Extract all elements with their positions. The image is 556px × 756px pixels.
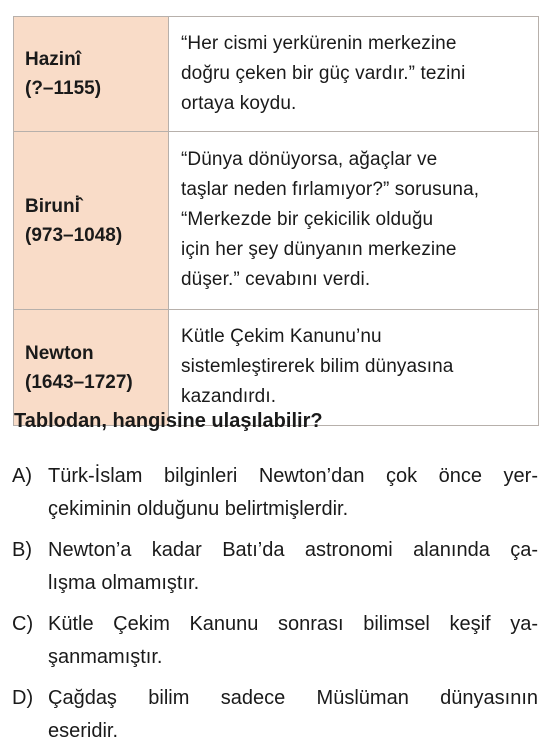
contribution-line: ortaya koydu. — [181, 92, 297, 114]
table-row — [14, 17, 539, 132]
option-text-line: Newton’a kadar Batı’da astronomi alanında ça- — [48, 539, 538, 561]
scholar-years: (973–1048) — [25, 224, 123, 246]
table-row — [14, 132, 539, 310]
option-text-line: çekiminin olduğunu belirtmişlerdir. — [48, 498, 349, 520]
contribution-line: “Dünya dönüyorsa, ağaçlar ve — [181, 149, 438, 170]
option-letter: B) — [12, 539, 32, 561]
option-text-line: şanmamıştır. — [48, 646, 163, 668]
scholar-years: (1643–1727) — [25, 371, 133, 393]
contribution-line: düşer.” cevabını verdi. — [181, 269, 371, 290]
scholar-name: Newton — [25, 342, 94, 364]
scholar-contribution-cell — [169, 17, 539, 132]
answer-option-d[interactable] — [12, 682, 538, 748]
contribution-line: “Merkezde bir çekicilik olduğu — [181, 209, 434, 230]
contribution-line: doğru çeken bir güç vardır.” tezini — [181, 62, 466, 84]
scholar-years: (?–1155) — [25, 78, 102, 99]
scholar-name: Biruni̇̂ — [25, 195, 80, 217]
scholar-name-cell — [14, 132, 169, 310]
option-text-line: Kütle Çekim Kanunu sonrası bilimsel keşif ya- — [48, 613, 538, 635]
scholar-contribution-cell — [169, 132, 539, 310]
question-text: Tablodan, hangisine ulaşılabilir? — [14, 410, 323, 432]
answer-options — [12, 460, 538, 756]
option-text-line: Türk-İslam bilginleri Newton’dan çok önce yer- — [48, 465, 538, 487]
scholar-name: Hazinî — [25, 49, 81, 70]
option-text-line: lışma olmamıştır. — [48, 572, 200, 594]
contribution-line: Kütle Çekim Kanunu’nu — [181, 326, 382, 347]
scholars-table — [13, 16, 539, 426]
contribution-line: için her şey dünyanın merkezine — [181, 239, 457, 260]
option-letter: A) — [12, 465, 32, 487]
answer-option-a[interactable] — [12, 460, 538, 526]
option-letter: C) — [12, 613, 34, 635]
option-letter: D) — [12, 687, 34, 709]
answer-option-c[interactable] — [12, 608, 538, 674]
option-text-line: eseridir. — [48, 720, 119, 742]
contribution-line: “Her cismi yerkürenin merkezine — [181, 32, 457, 54]
option-text-line: Çağdaş bilim sadece Müslüman dünyasının — [48, 687, 538, 709]
answer-option-b[interactable] — [12, 534, 538, 600]
contribution-line: sistemleştirerek bilim dünyasına — [181, 356, 454, 377]
scholar-name-cell — [14, 17, 169, 132]
contribution-line: kazandırdı. — [181, 386, 277, 407]
contribution-line: taşlar neden fırlamıyor?” sorusuna, — [181, 179, 480, 200]
